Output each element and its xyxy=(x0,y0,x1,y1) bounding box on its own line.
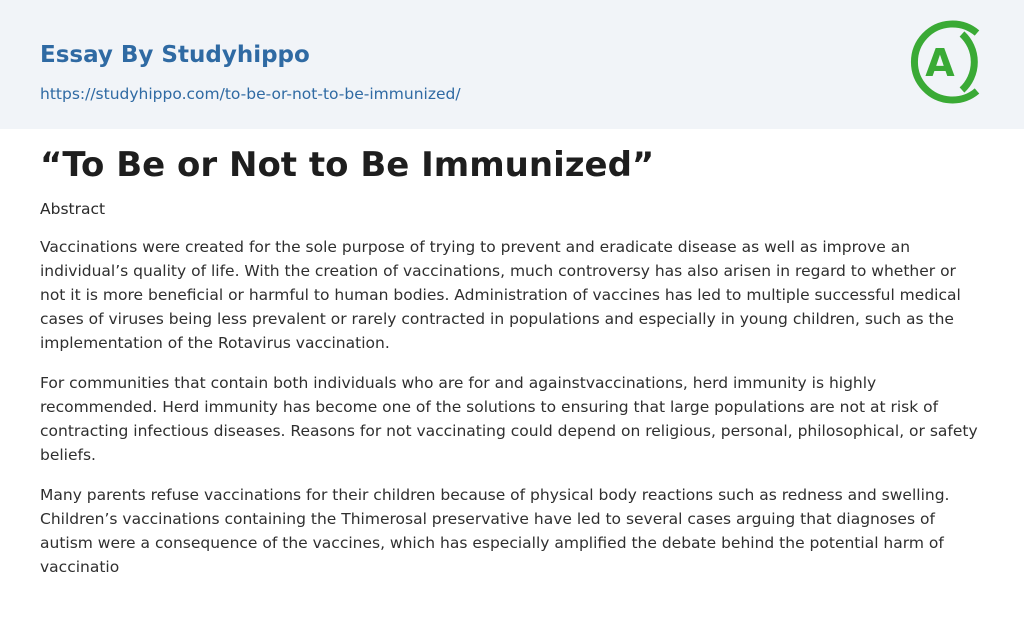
essay-paragraph: Many parents refuse vaccinations for their children because of physical body reactions such as redness and swelling. Children’s vaccinations containing the Thimerosal preservative have led to several cases arguing that diagnoses of autism were a consequence of the vaccines, which has especially amplified the debate behind the potential harm of vaccinatio xyxy=(40,486,950,576)
studyhippo-logo-icon[interactable] xyxy=(900,14,996,110)
essay-body xyxy=(40,235,984,595)
section-heading-abstract: Abstract xyxy=(40,200,106,218)
site-header xyxy=(0,0,1024,129)
logo-letter: A xyxy=(925,41,955,85)
essay-paragraph: For communities that contain both individuals who are for and againstvaccinations, herd immunity is highly recommended. Herd immunity has become one of the solutions to ensuring that large populations are not at risk of contracting infectious diseases. Reasons for not vaccinating could depend on religious, personal, philosophical, or safety beliefs. xyxy=(40,374,978,464)
brand-title[interactable]: Essay By Studyhippo xyxy=(40,42,310,68)
essay-title: “To Be or Not to Be Immunized” xyxy=(40,145,655,185)
essay-paragraph: Vaccinations were created for the sole purpose of trying to prevent and eradicate disease as well as improve an individual’s quality of life. With the creation of vaccinations, much controversy has also arisen in regard to whether or not it is more beneficial or harmful to human bodies. Administration of vaccines has led to multiple successful medical cases of viruses being less prevalent or rarely contracted in populations and especially in young children, such as the implementation of the Rotavirus vaccination. xyxy=(40,238,961,352)
essay-url-link[interactable]: https://studyhippo.com/to-be-or-not-to-be-immunized/ xyxy=(40,85,461,103)
